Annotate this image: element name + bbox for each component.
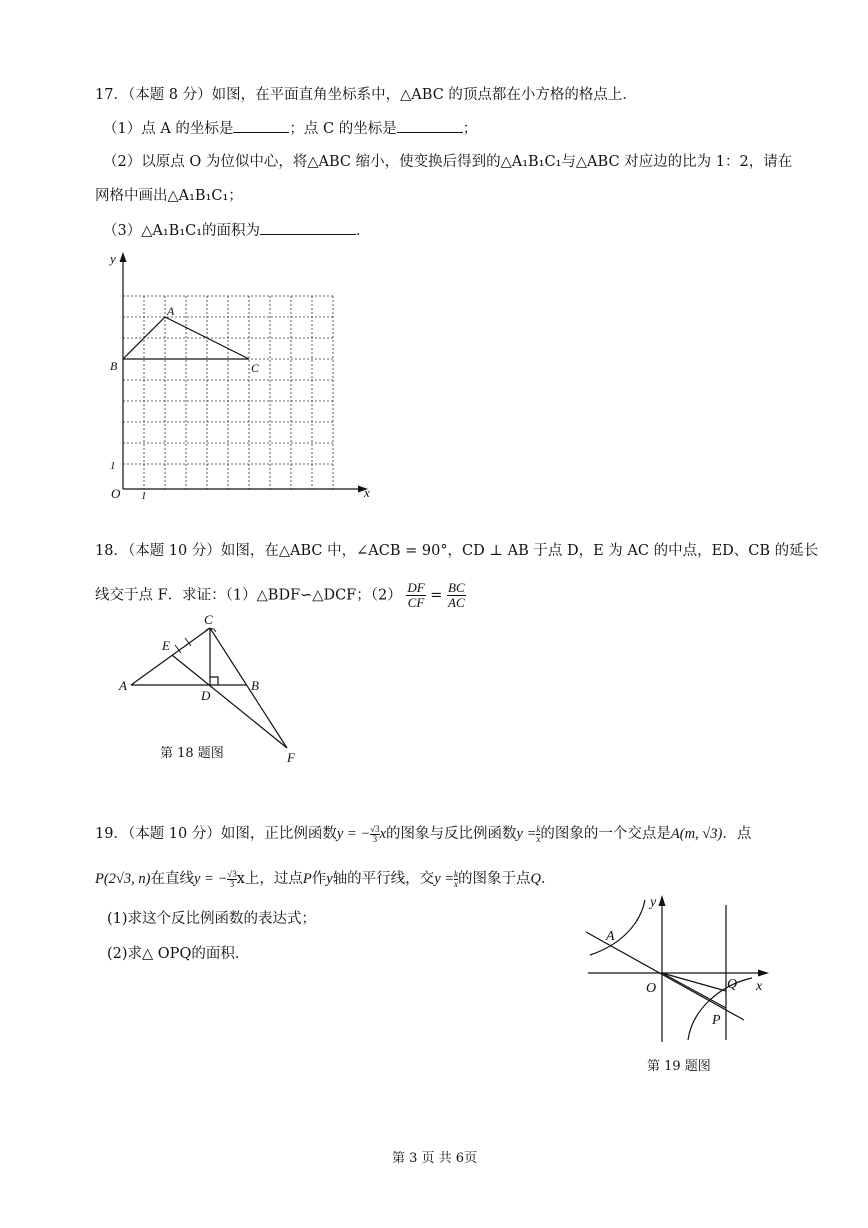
q19-frac-k-x: $\frac{k}{x}$ [536,823,541,844]
q19-point-p: P(2√3, n) [95,871,151,887]
q19-head-c: 的图象的一个交点是 [540,826,671,842]
q17-part1-text-c: ； [462,121,478,137]
q18-caption: 第 18 题图 [160,746,224,761]
q17-part2-line2: 网格中画出△A₁B₁C₁； [95,188,243,204]
q19-p-var: P [302,871,312,887]
q18-label-a: A [119,678,127,693]
q19-line2-c: x上，过点 [236,871,303,887]
q19-frac-sqrt3-3-b: $\frac{√3}{3}$ [227,868,237,889]
q19-y-eq2-b: y = [434,871,455,887]
q19-caption: 第 19 题图 [647,1059,711,1074]
q17-part1-text-a: （1）点 A 的坐标是 [103,121,234,137]
q19-head-b: 的图象与反比例函数 [386,826,517,842]
q19-fig-x-label: x [756,979,763,994]
q19-part1: (1)求这个反比例函数的表达式； [107,911,317,927]
q19-frac-k-x-b: $\frac{k}{x}$ [454,868,459,889]
q18-fraction-df-cf: $\frac{DF}{CF}$ [407,580,425,610]
q19-line2-f: 的图象于点 [458,871,531,887]
q19-point-a: A(m, √3) [670,826,723,842]
q18-label-d: D [201,688,211,703]
q17-vertex-a-label: A [167,304,175,318]
q19-fig-y-label: y [650,895,657,910]
q19-y-eq2: y = [516,826,537,842]
q19-fig-q-label: Q [727,977,738,992]
q17-heading: 17．（本题 8 分）如图，在平面直角坐标系中，△ABC 的顶点都在小方格的格点上． [95,87,637,103]
q19-part2: (2)求△ OPQ的面积． [107,946,250,962]
q17-vertex-c-label: C [251,361,260,375]
q19-fig-p-label: P [712,1013,721,1028]
q18-heading: 18．（本题 10 分）如图，在△ABC 中，∠ACB = 90°，CD ⊥ AB 于点 D，E 为 AC 的中点，ED、CB 的延长 [95,543,819,559]
q19-head-d: ．点 [722,826,752,842]
q19-head-a: 19．（本题 10 分）如图，正比例函数 [95,826,337,842]
q17-vertex-b-label: B [110,359,118,373]
q19-line2-e: 轴的平行线，交 [332,871,435,887]
q17-x-unit-label: 1 [141,490,147,502]
q19-fig-a-label: A [606,929,615,944]
q18-line2-text: 线交于点 F．求证：（1）△BDF∽△DCF；（2） [95,587,402,604]
q17-part3-end: ． [356,223,371,239]
q17-origin-label: O [111,486,121,501]
q19-line2-d: 作 [311,871,327,887]
q18-label-f: F [287,750,295,765]
q19-x1: x [379,826,387,842]
q17-part3-text: （3）△A₁B₁C₁的面积为 [103,223,261,239]
q19-line2-b: 在直线 [150,871,194,887]
q17-y-unit-label: 1 [110,460,116,472]
q17-part1-text-b: ；点 C 的坐标是 [289,121,397,137]
q17-y-axis-label: y [110,251,116,266]
q19-y-var: y [326,871,333,887]
page-footer: 第 3 页 共 6页 [392,1151,478,1166]
q18-fraction-bc-ac: $\frac{BC}{AC}$ [448,580,465,610]
q19-frac-sqrt3-3: $\frac{√3}{3}$ [370,823,380,844]
q18-label-c: C [204,612,213,627]
q19-y-eq1: y = − [336,826,371,842]
q19-y-eq1-b: y = − [193,871,228,887]
q17-part2-line1: （2）以原点 O 为位似中心，将△ABC 缩小，使变换后得到的△A₁B₁C₁与△ABC 对应边的比为 1：2，请在 [103,154,793,170]
q19-fig-origin-label: O [646,981,657,996]
q17-x-axis-label: x [364,485,370,500]
q19-q-var: Q [530,871,542,887]
q18-label-e: E [162,638,170,653]
q19-line2-g: ． [541,871,556,887]
q18-label-b: B [251,678,259,693]
q18-equals: = [430,587,443,604]
